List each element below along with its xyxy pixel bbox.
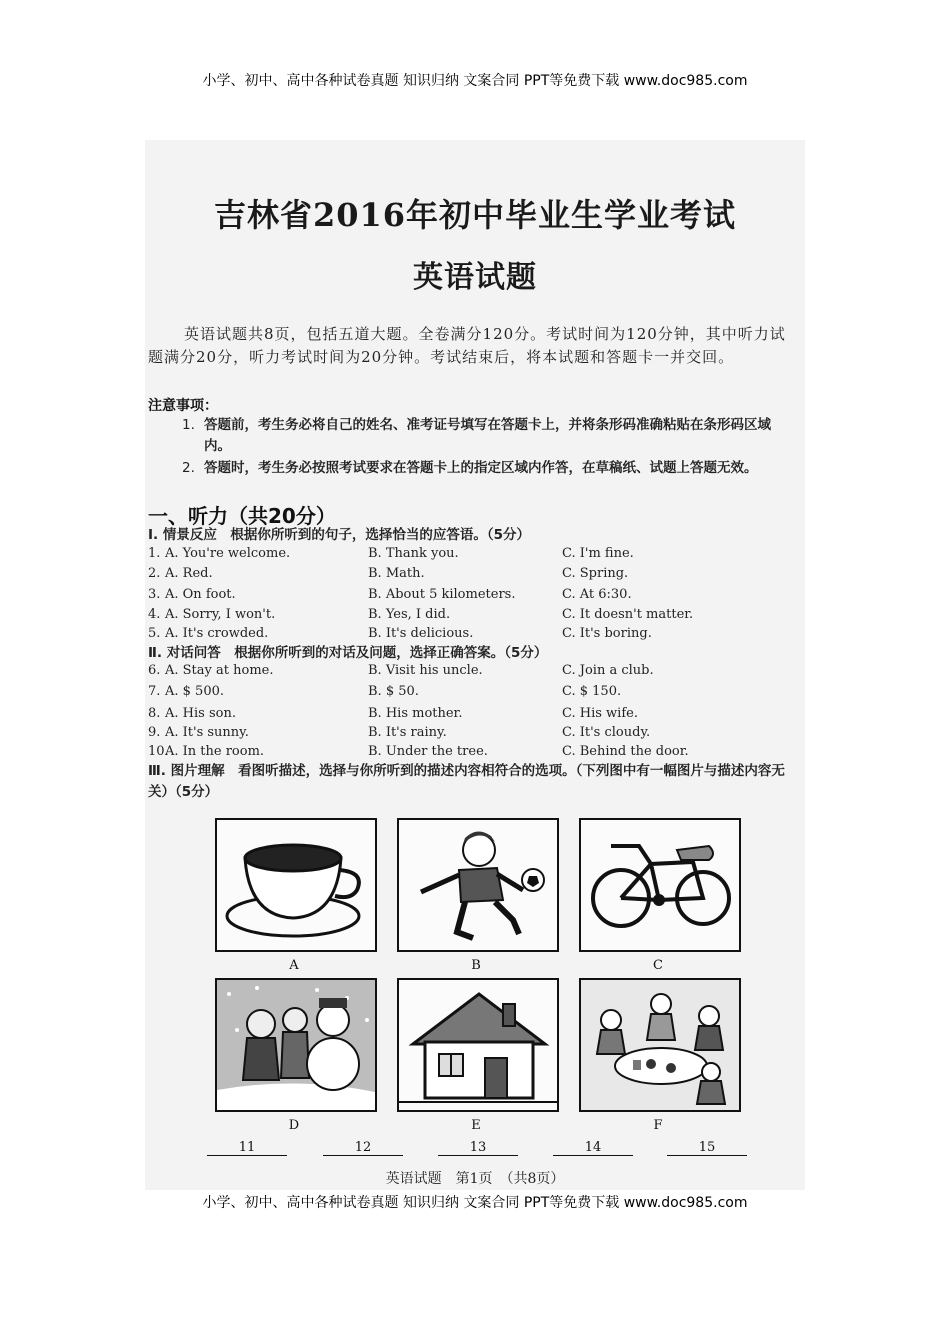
question-number: 8. [148,706,161,721]
option-c: C. Join a club. [562,663,654,678]
question-row [148,684,788,703]
kids-snowman-icon [217,980,375,1110]
option-a: A. It's crowded. [165,626,269,641]
option-a: A. You're welcome. [165,546,291,561]
notice-number: 2. [182,460,195,476]
option-c: C. It doesn't matter. [562,607,694,622]
exam-page [145,140,805,1190]
option-c: C. At 6:30. [562,587,632,602]
option-a: A. Red. [165,566,213,581]
exam-subject: 英语试题 [413,260,537,295]
option-b: B. Math. [368,566,425,581]
question-row [148,607,788,626]
picture-a [215,818,377,952]
question-row [148,546,788,565]
option-c: C. $ 150. [562,684,622,699]
question-row [148,663,788,682]
exam-intro: 英语试题共8页，包括五道大题。全卷满分120分。考试时间为120分钟，其中听力试题满分20分，听力考试时间为20分钟。考试结束后，将本试题和答题卡一并交回。 [148,325,786,366]
option-b: B. Under the tree. [368,744,488,759]
question-number: 3. [148,587,161,602]
question-number: 5. [148,626,161,641]
page-footer: 英语试题 第1页 （共8页） [385,1171,565,1187]
question-row [148,725,788,744]
answer-blank-14[interactable]: 14 [553,1140,633,1156]
part1-instructions: Ⅰ. 情景反应 根据你所听到的句子，选择恰当的应答语。（5分） [148,527,530,543]
bicycle-icon [581,820,739,950]
question-number: 7. [148,684,161,699]
question-number: 6. [148,663,161,678]
option-b: B. His mother. [368,706,463,721]
picture-label: B [471,958,481,973]
notice-text: 答题时，考生务必按照考试要求在答题卡上的指定区域内作答，在草稿纸、试题上答题无效。 [204,460,758,476]
picture-f [579,978,741,1112]
option-c: C. His wife. [562,706,638,721]
part2-instructions: Ⅱ. 对话问答 根据你所听到的对话及问题，选择正确答案。（5分） [148,645,548,661]
option-c: C. It's boring. [562,626,652,641]
option-a: A. Stay at home. [165,663,274,678]
exam-title: 吉林省2016年初中毕业生学业考试 [213,196,737,234]
picture-c [579,818,741,952]
part3-instructions: Ⅲ. 图片理解 看图听描述，选择与你所听到的描述内容相符合的选项。（下列图中有一幅图片与描述内容无关）（5分） [148,763,785,800]
question-number: 9. [148,725,161,740]
option-a: A. In the room. [165,744,265,759]
bottom-banner: 小学、初中、高中各种试卷真题 知识归纳 文案合同 PPT等免费下载 www.doc985.com [202,1195,748,1211]
option-a: A. It's sunny. [165,725,249,740]
question-row [148,706,788,725]
picture-d [215,978,377,1112]
notice-number: 1. [182,417,195,433]
picture-label: D [288,1118,300,1133]
option-b: B. Yes, I did. [368,607,451,622]
picture-b [397,818,559,952]
notice-item [182,458,782,479]
option-b: B. Thank you. [368,546,459,561]
option-c: C. It's cloudy. [562,725,651,740]
option-b: B. $ 50. [368,684,419,699]
section-heading-listening: 一、听力（共20分） [148,504,336,528]
top-banner: 小学、初中、高中各种试卷真题 知识归纳 文案合同 PPT等免费下载 www.doc985.com [202,73,748,89]
notice-item [182,415,782,457]
picture-label: C [653,958,663,973]
picture-label: F [653,1118,663,1133]
option-a: A. Sorry, I won't. [165,607,276,622]
picture-e [397,978,559,1112]
picnic-icon [581,980,739,1110]
answer-blank-15[interactable]: 15 [667,1140,747,1156]
answer-blank-13[interactable]: 13 [438,1140,518,1156]
option-b: B. It's rainy. [368,725,447,740]
answer-blank-11[interactable]: 11 [207,1140,287,1156]
answer-blank-12[interactable]: 12 [323,1140,403,1156]
question-number: 1. [148,546,161,561]
question-number: 4. [148,607,161,622]
option-a: A. $ 500. [165,684,225,699]
boy-kicking-ball-icon [399,820,557,950]
option-b: B. About 5 kilometers. [368,587,516,602]
option-c: C. I'm fine. [562,546,634,561]
option-a: A. On foot. [165,587,236,602]
option-b: B. It's delicious. [368,626,474,641]
question-row [148,587,788,606]
question-row [148,566,788,585]
option-a: A. His son. [165,706,236,721]
question-number: 10. [148,744,169,759]
notice-text: 答题前，考生务必将自己的姓名、准考证号填写在答题卡上，并将条形码准确粘贴在条形码区域内。 [204,417,771,454]
coffee-cup-icon [217,820,375,950]
notice-heading: 注意事项： [148,398,218,414]
picture-label: E [471,1118,481,1133]
question-number: 2. [148,566,161,581]
option-c: C. Spring. [562,566,629,581]
option-b: B. Visit his uncle. [368,663,483,678]
house-icon [399,980,557,1110]
option-c: C. Behind the door. [562,744,689,759]
picture-label: A [289,958,299,973]
